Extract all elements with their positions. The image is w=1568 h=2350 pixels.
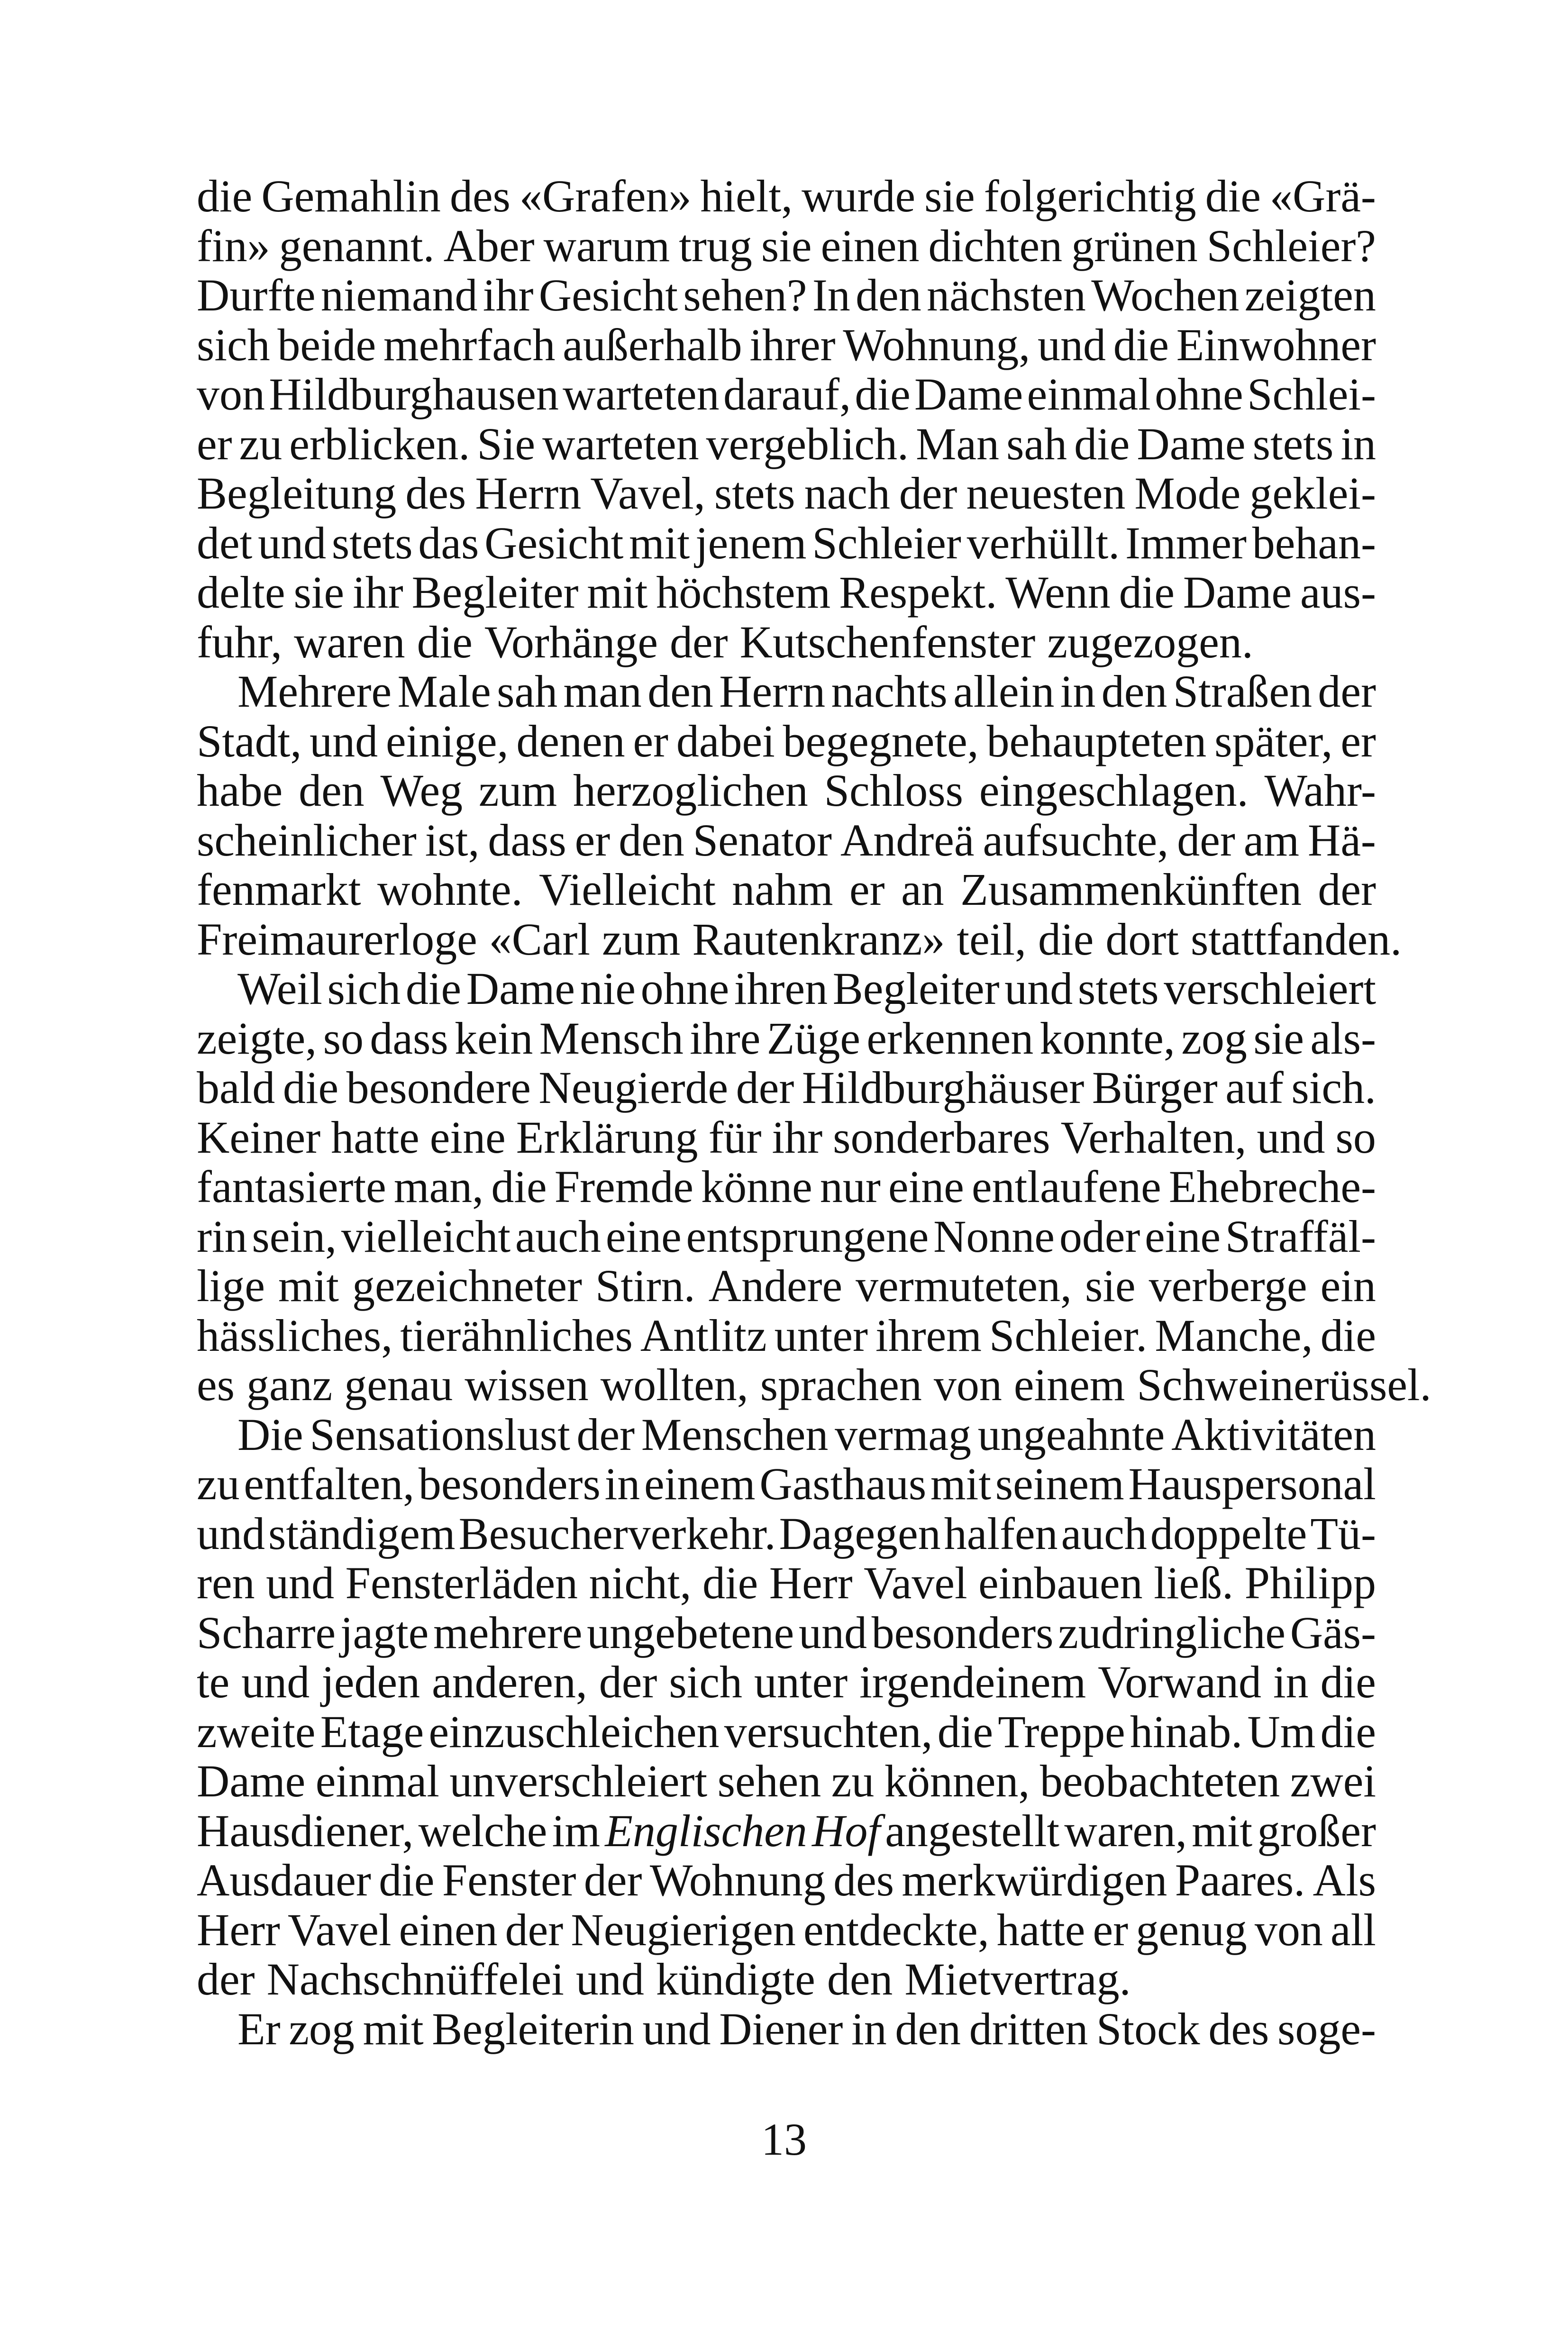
text-line: Mehrere Male sah man den Herrn nachts allein in den Straßen der — [237, 666, 1376, 717]
text-line: hässliches, tierähnliches Antlitz unter ihrem Schleier. Manche, die — [197, 1310, 1376, 1361]
text-line: det und stets das Gesicht mit jenem Schleier verhüllt. Immer behan- — [197, 517, 1376, 568]
text-line: zweite Etage einzuschleichen versuchten, die Treppe hinab. Um die — [197, 1706, 1376, 1757]
text-line: Die Sensationslust der Menschen vermag ungeahnte Aktivitäten — [237, 1409, 1376, 1460]
text-line: rin sein, vielleicht auch eine entsprungene Nonne oder eine Straffäl- — [197, 1211, 1376, 1262]
text-line: te und jeden anderen, der sich unter irgendeinem Vorwand in die — [197, 1657, 1376, 1707]
text-line: und ständigem Besucherverkehr. Dagegen halfen auch doppelte Tü- — [197, 1508, 1376, 1559]
text-line: fenmarkt wohnte. Vielleicht nahm er an Zusammenkünften der — [197, 864, 1376, 915]
text-line: er zu erblicken. Sie warteten vergeblich. Man sah die Dame stets in — [197, 418, 1376, 469]
text-line: Durfte niemand ihr Gesicht sehen? In den nächsten Wochen zeigten — [197, 270, 1376, 320]
text-line: fantasierte man, die Fremde könne nur eine entlaufene Ehebreche- — [197, 1161, 1376, 1212]
text-line: Hausdiener, welche im Englischen Hof angestellt waren, mit großer — [197, 1805, 1376, 1856]
text-line: Keiner hatte eine Erklärung für ihr sonderbares Verhalten, und so — [197, 1111, 1376, 1163]
text-line: delte sie ihr Begleiter mit höchstem Respekt. Wenn die Dame aus- — [197, 567, 1376, 618]
text-line: fuhr, waren die Vorhänge der Kutschenfenster zugezogen. — [197, 616, 1253, 667]
text-line: Er zog mit Begleiterin und Diener in den dritten Stock des soge- — [237, 2003, 1376, 2054]
text-line: Stadt, und einige, denen er dabei begegnete, behaupteten später, er — [197, 715, 1376, 766]
text-line: fin» genannt. Aber warum trug sie einen dichten grünen Schleier? — [197, 220, 1376, 271]
text-line: es ganz genau wissen wollten, sprachen von einem Schweinerüssel. — [197, 1359, 1431, 1410]
text-line: sich beide mehrfach außerhalb ihrer Wohnung, und die Einwohner — [197, 319, 1376, 370]
text-line: von Hildburghausen warteten darauf, die Dame einmal ohne Schlei- — [197, 369, 1376, 419]
text-line: Dame einmal unverschleiert sehen zu können, beobachteten zwei — [197, 1756, 1376, 1806]
page-number: 13 — [761, 2114, 807, 2165]
text-line: Freimaurerloge «Carl zum Rautenkranz» teil, die dort stattfanden. — [197, 913, 1402, 965]
text-line: bald die besondere Neugierde der Hildburghäuser Bürger auf sich. — [197, 1062, 1376, 1113]
text-line: lige mit gezeichneter Stirn. Andere vermuteten, sie verberge ein — [197, 1260, 1376, 1311]
text-line: zu entfalten, besonders in einem Gasthaus mit seinem Hauspersonal — [197, 1458, 1376, 1509]
text-line: ren und Fensterläden nicht, die Herr Vavel einbauen ließ. Philipp — [197, 1558, 1376, 1608]
text-line: habe den Weg zum herzoglichen Schloss eingeschlagen. Wahr- — [197, 765, 1376, 816]
text-line: Begleitung des Herrn Vavel, stets nach der neuesten Mode geklei- — [197, 468, 1376, 519]
text-line: der Nachschnüffelei und kündigte den Mietvertrag. — [197, 1954, 1131, 2004]
text-line: Herr Vavel einen der Neugierigen entdeckte, hatte er genug von all — [197, 1904, 1376, 1955]
body-text — [197, 171, 1431, 2054]
text-line: scheinlicher ist, dass er den Senator Andreä aufsuchte, der am Hä- — [197, 814, 1376, 865]
text-line: zeigte, so dass kein Mensch ihre Züge erkennen konnte, zog sie als- — [197, 1012, 1376, 1064]
text-line: Ausdauer die Fenster der Wohnung des merkwürdigen Paares. Als — [197, 1855, 1376, 1905]
text-line: Weil sich die Dame nie ohne ihren Begleiter und stets verschleiert — [237, 963, 1376, 1014]
text-line: Scharre jagte mehrere ungebetene und besonders zudringliche Gäs- — [197, 1607, 1376, 1658]
text-line: die Gemahlin des «Grafen» hielt, wurde sie folgerichtig die «Grä- — [197, 171, 1376, 221]
